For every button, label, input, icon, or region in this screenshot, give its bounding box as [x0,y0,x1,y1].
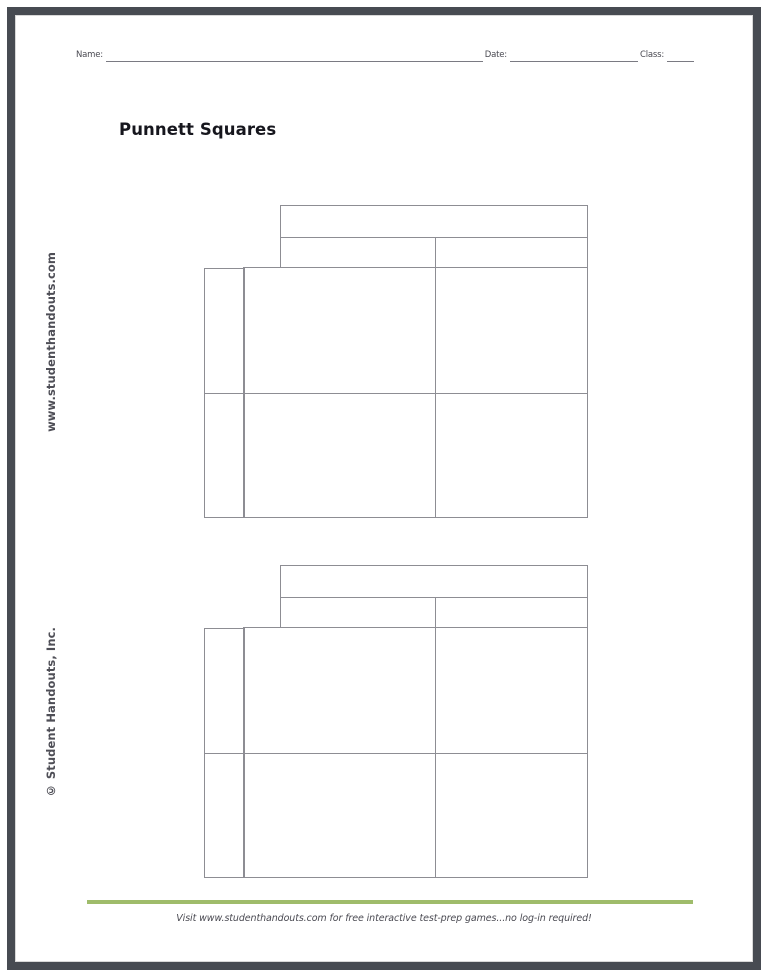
offspring-column-divider [435,627,436,877]
offspring-body-box-left-edge [243,267,244,517]
class-label: Class: [639,50,664,60]
parent-allele-row-left-edge [280,237,281,267]
date-write-in-line[interactable] [510,52,638,62]
parent-allele-row-divider [435,597,436,627]
name-label: Name: [76,50,103,60]
parent-allele-row-right-edge [587,237,588,268]
offspring-body-box-bottom-edge [243,517,587,518]
top-header-box-top-edge [280,565,587,566]
parent-allele-row-top-edge [280,597,587,598]
footer-divider-rule [87,900,693,904]
sidebar-website-text: www.studenthandouts.com [44,252,58,432]
name-write-in-line[interactable] [106,52,483,62]
parent-allele-row-right-edge [587,597,588,628]
left-header-box-top-edge [204,628,244,629]
left-header-row-divider [204,393,244,394]
footer-promo-text: Visit www.studenthandouts.com for free interactive test-prep games...no log-in required! [176,913,592,924]
parent-allele-row-top-edge [280,237,587,238]
top-header-box-right-edge [587,205,588,238]
offspring-body-box-left-edge [243,627,244,877]
offspring-body-box-top-edge [243,627,587,628]
offspring-body-box-bottom-edge [243,877,587,878]
top-header-box-right-edge [587,565,588,598]
offspring-row-divider [243,393,588,394]
offspring-body-box-top-edge [243,267,587,268]
top-header-box-top-edge [280,205,587,206]
offspring-row-divider [243,753,588,754]
left-header-row-divider [204,753,244,754]
worksheet-header [76,40,696,62]
left-header-box-bottom-edge [204,877,244,878]
left-header-box-bottom-edge [204,517,244,518]
punnett-square-1[interactable] [0,195,768,525]
sidebar-copyright-text: © Student Handouts, Inc. [44,627,58,798]
offspring-column-divider [435,267,436,517]
parent-allele-row-left-edge [280,597,281,627]
punnett-square-2[interactable] [0,555,768,885]
date-label: Date: [484,50,507,60]
left-header-box-top-edge [204,268,244,269]
top-header-box-left-edge [280,205,281,237]
page-title: Punnett Squares [119,120,277,139]
parent-allele-row-divider [435,237,436,267]
top-header-box-left-edge [280,565,281,597]
class-write-in-line[interactable] [667,52,694,62]
